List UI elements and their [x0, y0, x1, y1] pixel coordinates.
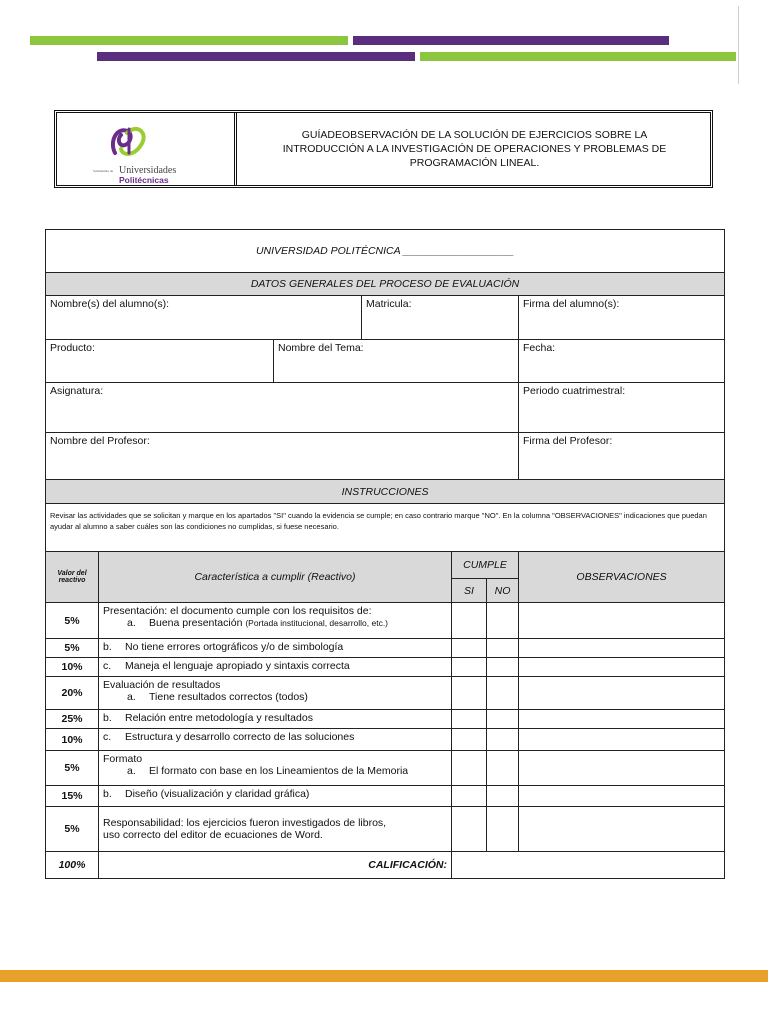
grade-label: CALIFICACIÓN: — [99, 852, 452, 879]
row-characteristic — [99, 710, 452, 729]
row-value: 20% — [46, 677, 99, 710]
student-signature-field[interactable]: Firma del alumno(s): — [519, 296, 725, 340]
no-checkbox[interactable] — [487, 658, 519, 677]
no-checkbox[interactable] — [487, 603, 519, 639]
row-characteristic — [99, 786, 452, 807]
rubric-row — [46, 710, 725, 729]
row-value: 15% — [46, 786, 99, 807]
observation-cell[interactable] — [519, 751, 725, 786]
yes-checkbox[interactable] — [452, 639, 487, 658]
no-checkbox[interactable] — [487, 677, 519, 710]
row-value: 10% — [46, 658, 99, 677]
observation-cell[interactable] — [519, 639, 725, 658]
yes-checkbox[interactable] — [452, 710, 487, 729]
product-field[interactable]: Producto: — [46, 340, 274, 383]
row-characteristic — [99, 603, 452, 639]
logo-universidades: Universidades — [119, 165, 177, 176]
row-characteristic — [99, 639, 452, 658]
observation-cell[interactable] — [519, 710, 725, 729]
evaluation-form — [45, 229, 725, 879]
row-characteristic — [99, 729, 452, 751]
rubric-row — [46, 658, 725, 677]
row-heading: Formato — [103, 753, 143, 765]
no-checkbox[interactable] — [487, 751, 519, 786]
row-value: 10% — [46, 729, 99, 751]
observation-cell[interactable] — [519, 807, 725, 852]
row-text: Diseño (visualización y claridad gráfica) — [125, 788, 310, 800]
instructions-heading: INSTRUCCIONES — [46, 480, 725, 504]
logo-small-text: Subsistema de — [93, 169, 114, 173]
topic-field[interactable]: Nombre del Tema: — [274, 340, 519, 383]
yes-checkbox[interactable] — [452, 786, 487, 807]
row-text: Estructura y desarrollo correcto de las soluciones — [125, 731, 355, 743]
row-text: El formato con base en los Lineamientos de la Memoria — [149, 765, 409, 777]
rubric-row — [46, 786, 725, 807]
yes-checkbox[interactable] — [452, 603, 487, 639]
grade-cell[interactable] — [452, 852, 725, 879]
rubric-row — [46, 603, 725, 639]
row-text: Tiene resultados correctos (todos) — [149, 691, 308, 703]
row-value: 5% — [46, 807, 99, 852]
row-characteristic — [99, 677, 452, 710]
subject-field[interactable]: Asignatura: — [46, 383, 519, 433]
period-field[interactable]: Periodo cuatrimestral: — [519, 383, 725, 433]
observations-column-header: OBSERVACIONES — [519, 552, 725, 603]
logo-politecnicas: Politécnicas — [119, 175, 169, 185]
general-data-heading: DATOS GENERALES DEL PROCESO DE EVALUACIÓN — [46, 273, 725, 296]
yes-checkbox[interactable] — [452, 751, 487, 786]
no-column-header: NO — [487, 579, 519, 603]
no-checkbox[interactable] — [487, 807, 519, 852]
row-letter: b. — [103, 641, 112, 653]
row-letter: a. — [127, 765, 136, 777]
row-characteristic: Responsabilidad: los ejercicios fueron investigados de libros, uso correcto del editor de ecuaciones de Word. — [99, 807, 452, 852]
instructions-text: Revisar las actividades que se solicitan y marque en los apartados "SI" cuando la evidencia se cumple; en caso contrario marque "NO". En la columna "OBSERVACIONES" indicaciones que puedan ayudar al alumno a saber cuáles son las condiciones no cumplidas, si fuese necesario. — [46, 504, 725, 552]
row-text: Maneja el lenguaje apropiado y sintaxis correcta — [125, 660, 350, 672]
row-letter: b. — [103, 712, 112, 724]
yes-checkbox[interactable] — [452, 658, 487, 677]
row-letter: b. — [103, 788, 112, 800]
row-value: 5% — [46, 751, 99, 786]
rubric-row — [46, 751, 725, 786]
top-bar-purple-2 — [97, 52, 415, 61]
student-name-field[interactable]: Nombre(s) del alumno(s): — [46, 296, 362, 340]
row-value: 5% — [46, 603, 99, 639]
yes-column-header: SI — [452, 579, 487, 603]
observation-cell[interactable] — [519, 729, 725, 751]
top-bar-green-2 — [420, 52, 736, 61]
date-field[interactable]: Fecha: — [519, 340, 725, 383]
value-column-header: Valor del reactivo — [46, 552, 99, 603]
row-characteristic — [99, 751, 452, 786]
row-characteristic — [99, 658, 452, 677]
header-box — [54, 110, 713, 188]
rubric-row — [46, 807, 725, 852]
enrollment-field[interactable]: Matricula: — [362, 296, 519, 340]
row-letter: a. — [127, 617, 136, 629]
observation-cell[interactable] — [519, 786, 725, 807]
university-line: UNIVERSIDAD POLITÉCNICA ___________________ — [46, 230, 725, 273]
no-checkbox[interactable] — [487, 729, 519, 751]
top-bar-green-1 — [30, 36, 348, 45]
observation-cell[interactable] — [519, 658, 725, 677]
document-title: GUÍADEOBSERVACIÓN DE LA SOLUCIÓN DE EJERCICIOS SOBRE LA INTRODUCCIÓN A LA INVESTIGACIÓN DE OPERACIONES Y PROBLEMAS DE PROGRAMACIÓN LINEAL. — [282, 129, 667, 169]
no-checkbox[interactable] — [487, 786, 519, 807]
rubric-row — [46, 729, 725, 751]
observation-cell[interactable] — [519, 677, 725, 710]
observation-cell[interactable] — [519, 603, 725, 639]
row-subitem — [103, 617, 447, 629]
row-heading: Presentación: el documento cumple con los requisitos de: — [103, 605, 372, 617]
yes-checkbox[interactable] — [452, 729, 487, 751]
row-heading: Evaluación de resultados — [103, 679, 221, 691]
total-value: 100% — [46, 852, 99, 879]
top-bar-purple-1 — [353, 36, 669, 45]
characteristic-column-header: Característica a cumplir (Reactivo) — [99, 552, 452, 603]
row-subitem — [103, 691, 447, 703]
teacher-signature-field[interactable]: Firma del Profesor: — [519, 433, 725, 480]
row-subitem — [103, 765, 447, 777]
rubric-row — [46, 639, 725, 658]
rubric-row — [46, 677, 725, 710]
yes-checkbox[interactable] — [452, 807, 487, 852]
row-text: Buena presentación — [149, 617, 243, 629]
logo-icon — [107, 123, 151, 163]
row-letter: c. — [103, 660, 112, 672]
logo-cell — [57, 113, 237, 185]
row-text: No tiene errores ortográficos y/o de simbología — [125, 641, 344, 653]
row-text: Relación entre metodología y resultados — [125, 712, 313, 724]
row-letter: c. — [103, 731, 112, 743]
no-checkbox[interactable] — [487, 710, 519, 729]
row-value: 5% — [46, 639, 99, 658]
no-checkbox[interactable] — [487, 639, 519, 658]
bottom-bar-orange — [0, 970, 768, 982]
total-row — [46, 852, 725, 879]
teacher-field[interactable]: Nombre del Profesor: — [46, 433, 519, 480]
row-note: (Portada institucional, desarrollo, etc.) — [245, 618, 389, 628]
meets-column-header: CUMPLE — [452, 552, 519, 579]
yes-checkbox[interactable] — [452, 677, 487, 710]
page-edge-line — [738, 6, 739, 84]
row-letter: a. — [127, 691, 136, 703]
row-value: 25% — [46, 710, 99, 729]
